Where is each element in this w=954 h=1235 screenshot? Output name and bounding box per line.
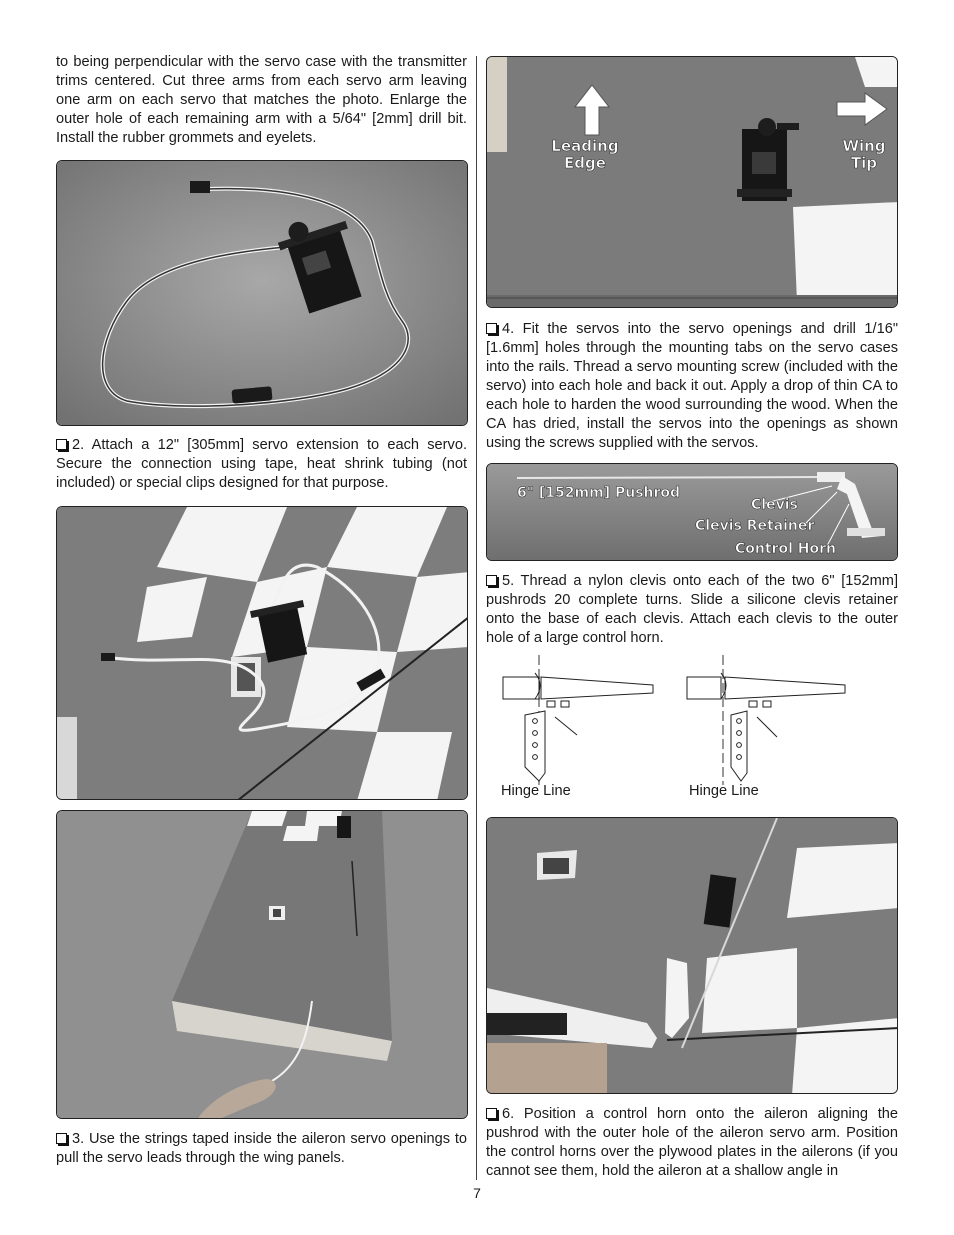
step-3-checkbox[interactable]: [56, 1133, 67, 1144]
clevis-retainer-label: Clevis Retainer: [695, 518, 815, 534]
leading-label: Leading: [551, 137, 619, 155]
column-divider: [476, 56, 477, 1180]
hinge-line-caption-1: Hinge Line: [501, 783, 571, 799]
hinge-diagram-1: [495, 655, 665, 785]
pushrod-label: 6" [152mm] Pushrod: [517, 485, 681, 501]
control-horn-label: Control Horn: [735, 541, 836, 557]
step-3-paragraph: 3. Use the strings taped inside the aileron servo openings to pull the servo leads through the wing panels.: [56, 1131, 467, 1166]
wing-label: Wing: [842, 137, 886, 155]
hinge-line-caption-2: Hinge Line: [689, 783, 759, 799]
servo-with-lead-photo: [56, 160, 468, 426]
clevis-label: Clevis: [751, 497, 798, 513]
step-5-checkbox[interactable]: [486, 575, 497, 586]
intro-paragraph: to being perpendicular with the servo case with the transmitter trims centered. Cut three arms from each servo arm leaving one arm on each servo that matches the photo. Enlarge the outer hole of each remaining arm with a 5/64" [2mm] drill bit. Install the rubber grommets and eyelets.: [56, 54, 467, 146]
step-4-checkbox[interactable]: [486, 323, 497, 334]
step-2-checkbox[interactable]: [56, 439, 67, 450]
edge-label: Edge: [564, 154, 606, 172]
step-4-paragraph: 4. Fit the servos into the servo openings and drill 1/16" [1.6mm] holes through the mounting tabs on the servo cases into the rails. Thread a servo mounting screw (included with the servo) into each hole and back it out. Apply a drop of thin CA to each hole to harden the wood surrounding the wood. When the CA has dried, install the servos into the openings as shown using the screws supplied with the servos.: [486, 321, 898, 451]
servo-orientation-photo: [486, 56, 898, 308]
step-2-paragraph: 2. Attach a 12" [305mm] servo extension to each servo. Secure the connection using tape, heat shrink tubing (not included) or special clips designed for that purpose.: [56, 437, 467, 491]
step-6-paragraph: 6. Position a control horn onto the aileron aligning the pushrod with the outer hole of the aileron servo arm. Position the control horns over the plywood plates in the ailerons (if you cannot see them, hold the aileron at a shallow angle in: [486, 1106, 898, 1179]
page-number: 7: [473, 1185, 481, 1201]
wing-panel-leads-photo: [56, 810, 468, 1119]
servo-on-wing-photo: [56, 506, 468, 800]
tip-label: Tip: [850, 154, 878, 172]
hinge-diagram-2: [685, 655, 855, 785]
step-6-checkbox[interactable]: [486, 1108, 497, 1119]
marking-horn-photo: [486, 817, 898, 1094]
pushrod-parts-photo: [486, 463, 898, 561]
step-5-paragraph: 5. Thread a nylon clevis onto each of the two 6" [152mm] pushrods 20 complete turns. Slide a silicone clevis retainer onto the base of each clevis. Attach each clevis to the outer hole of a large control horn.: [486, 573, 898, 646]
